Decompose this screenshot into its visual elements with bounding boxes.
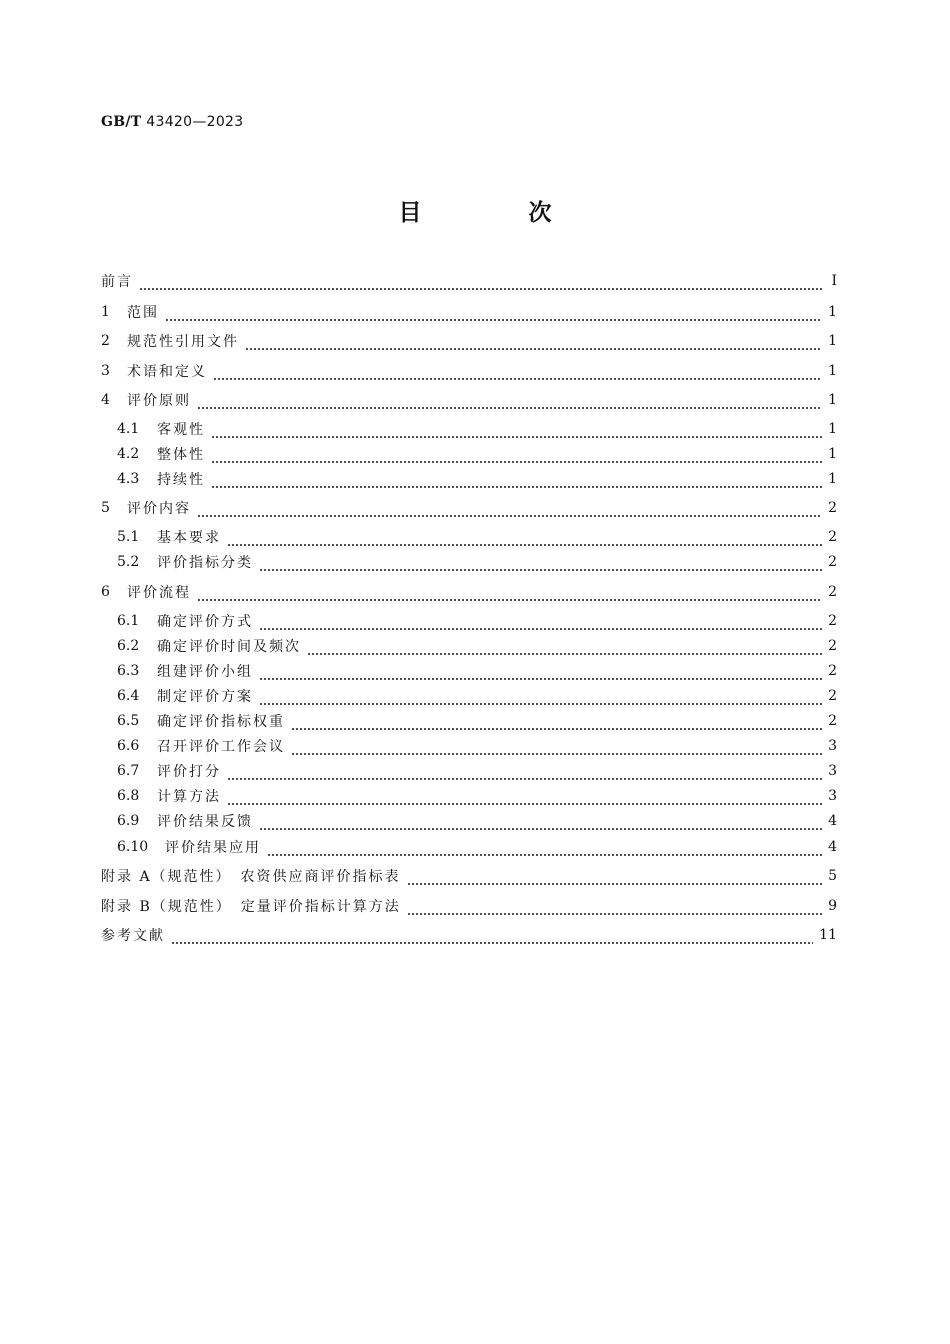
toc-dot-leader	[291, 735, 822, 757]
toc-entry-number: 5.1	[117, 529, 140, 545]
toc-entry-label: 评价原则	[127, 393, 191, 409]
toc-dot-leader	[211, 468, 822, 490]
toc-entry-page: 5	[828, 868, 837, 884]
toc-dot-leader	[227, 785, 822, 807]
toc-entry[interactable]	[117, 635, 837, 657]
toc-entry-label: 评价流程	[127, 585, 191, 601]
toc-dot-leader	[197, 497, 822, 519]
toc-entry-label: 召开评价工作会议	[157, 739, 285, 755]
toc-entry-number: 6	[101, 584, 110, 600]
toc-entry-page: 2	[828, 584, 837, 600]
toc-dot-leader	[211, 418, 822, 440]
toc-entry-page: 3	[828, 738, 837, 754]
toc-dot-leader	[171, 924, 813, 946]
document-code-number: 43420—2023	[146, 114, 244, 130]
toc-entry-page: 1	[828, 446, 837, 462]
toc-entry[interactable]	[101, 330, 837, 352]
toc-entry-number: 6.8	[117, 788, 140, 804]
toc-entry-number: 6.1	[117, 613, 140, 629]
toc-entry-page: 1	[828, 304, 837, 320]
toc-entry-label: 基本要求	[157, 530, 221, 546]
toc-entry-page: 2	[828, 554, 837, 570]
toc-dot-leader	[197, 389, 822, 411]
toc-entry-label: 评价打分	[157, 764, 221, 780]
toc-entry[interactable]	[117, 660, 837, 682]
toc-entry-label: 制定评价方案	[157, 689, 253, 705]
toc-entry[interactable]	[101, 360, 837, 382]
toc-dot-leader	[245, 330, 822, 352]
toc-entry-page: 2	[828, 500, 837, 516]
toc-entry-number: 5.2	[117, 554, 140, 570]
toc-entry-label: 计算方法	[157, 789, 221, 805]
toc-entry[interactable]	[117, 710, 837, 732]
toc-entry-label: 附录 B（规范性） 定量评价指标计算方法	[101, 899, 401, 915]
toc-entry-label: 客观性	[157, 422, 205, 438]
toc-entry-page: 2	[828, 529, 837, 545]
toc-entry-number: 6.3	[117, 663, 140, 679]
toc-dot-leader	[259, 610, 822, 632]
toc-entry-label: 前言	[101, 274, 133, 290]
toc-dot-leader	[267, 836, 822, 858]
toc-entry-number: 4.3	[117, 471, 140, 487]
toc-entry-page: 4	[828, 839, 837, 855]
toc-entry-number: 6.9	[117, 813, 140, 829]
toc-entry[interactable]	[117, 810, 837, 832]
toc-entry[interactable]	[117, 785, 837, 807]
toc-entry-label: 附录 A（规范性） 农资供应商评价指标表	[101, 869, 401, 885]
toc-entry-label: 持续性	[157, 472, 205, 488]
toc-dot-leader	[307, 635, 822, 657]
toc-entry-label: 确定评价时间及频次	[157, 639, 301, 655]
toc-entry[interactable]	[101, 581, 837, 603]
toc-entry-number: 6.10	[117, 839, 149, 855]
toc-entry[interactable]	[117, 468, 837, 490]
toc-dot-leader	[197, 581, 822, 603]
toc-dot-leader	[291, 710, 822, 732]
toc-entry-page: 11	[819, 927, 837, 943]
toc-entry-label: 评价结果应用	[165, 840, 261, 856]
toc-dot-leader	[227, 526, 822, 548]
toc-entry-page: 2	[828, 663, 837, 679]
toc-entry[interactable]	[101, 895, 837, 917]
toc-entry-page: 3	[828, 788, 837, 804]
toc-entry-label: 整体性	[157, 447, 205, 463]
toc-entry[interactable]	[101, 270, 837, 292]
toc-dot-leader	[259, 810, 822, 832]
toc-entry-label: 组建评价小组	[157, 664, 253, 680]
toc-entry-page: 1	[828, 363, 837, 379]
toc-entry[interactable]	[101, 389, 837, 411]
toc-entry-number: 6.6	[117, 738, 140, 754]
toc-dot-leader	[259, 551, 822, 573]
document-code-prefix: GB/T	[101, 114, 142, 130]
toc-entry[interactable]	[117, 836, 837, 858]
toc-entry-number: 4.1	[117, 421, 140, 437]
toc-dot-leader	[139, 270, 823, 292]
toc-entry-page: 9	[828, 898, 837, 914]
toc-entry-number: 6.5	[117, 713, 140, 729]
toc-entry-number: 6.4	[117, 688, 140, 704]
toc-dot-leader	[165, 301, 822, 323]
toc-entry-number: 6.7	[117, 763, 140, 779]
toc-entry-page: 1	[828, 421, 837, 437]
toc-entry[interactable]	[117, 551, 837, 573]
toc-entry-number: 4.2	[117, 446, 140, 462]
toc-entry-number: 4	[101, 392, 110, 408]
toc-entry-label: 评价指标分类	[157, 555, 253, 571]
toc-entry-label: 规范性引用文件	[127, 334, 239, 350]
toc-entry[interactable]	[101, 865, 837, 887]
toc-dot-leader	[211, 443, 822, 465]
toc-entry-page: 1	[828, 392, 837, 408]
toc-entry-number: 1	[101, 304, 110, 320]
toc-entry-label: 确定评价指标权重	[157, 714, 285, 730]
toc-entry-label: 参考文献	[101, 928, 165, 944]
toc-entry[interactable]	[101, 301, 837, 323]
page-title: 目 次	[398, 200, 594, 226]
toc-entry-page: 2	[828, 688, 837, 704]
toc-entry-page: 1	[828, 471, 837, 487]
toc-entry[interactable]	[117, 610, 837, 632]
toc-entry[interactable]	[117, 418, 837, 440]
toc-dot-leader	[259, 660, 822, 682]
toc-entry[interactable]	[117, 526, 837, 548]
toc-entry[interactable]	[101, 924, 837, 946]
toc-entry-label: 确定评价方式	[157, 614, 253, 630]
toc-dot-leader	[407, 865, 823, 887]
toc-entry-number: 3	[101, 363, 110, 379]
toc-dot-leader	[259, 685, 822, 707]
toc-entry-page: 2	[828, 638, 837, 654]
toc-entry-page: 2	[828, 713, 837, 729]
toc-entry-label: 范围	[127, 305, 159, 321]
toc-entry-number: 2	[101, 333, 110, 349]
toc-entry-page: 3	[828, 763, 837, 779]
toc-dot-leader	[227, 760, 822, 782]
toc-entry-page: Ⅰ	[831, 273, 837, 289]
toc-entry[interactable]	[117, 443, 837, 465]
toc-entry[interactable]	[117, 685, 837, 707]
toc-entry-label: 术语和定义	[127, 364, 207, 380]
toc-dot-leader	[407, 895, 822, 917]
toc-entry-page: 2	[828, 613, 837, 629]
document-code	[101, 114, 243, 130]
toc-entry[interactable]	[101, 497, 837, 519]
toc-entry-page: 1	[828, 333, 837, 349]
toc-entry-page: 4	[828, 813, 837, 829]
toc-entry-number: 5	[101, 500, 110, 516]
toc-entry[interactable]	[117, 735, 837, 757]
toc-dot-leader	[213, 360, 822, 382]
toc-entry-number: 6.2	[117, 638, 140, 654]
toc-entry-label: 评价结果反馈	[157, 814, 253, 830]
toc-entry[interactable]	[117, 760, 837, 782]
toc-entry-label: 评价内容	[127, 501, 191, 517]
